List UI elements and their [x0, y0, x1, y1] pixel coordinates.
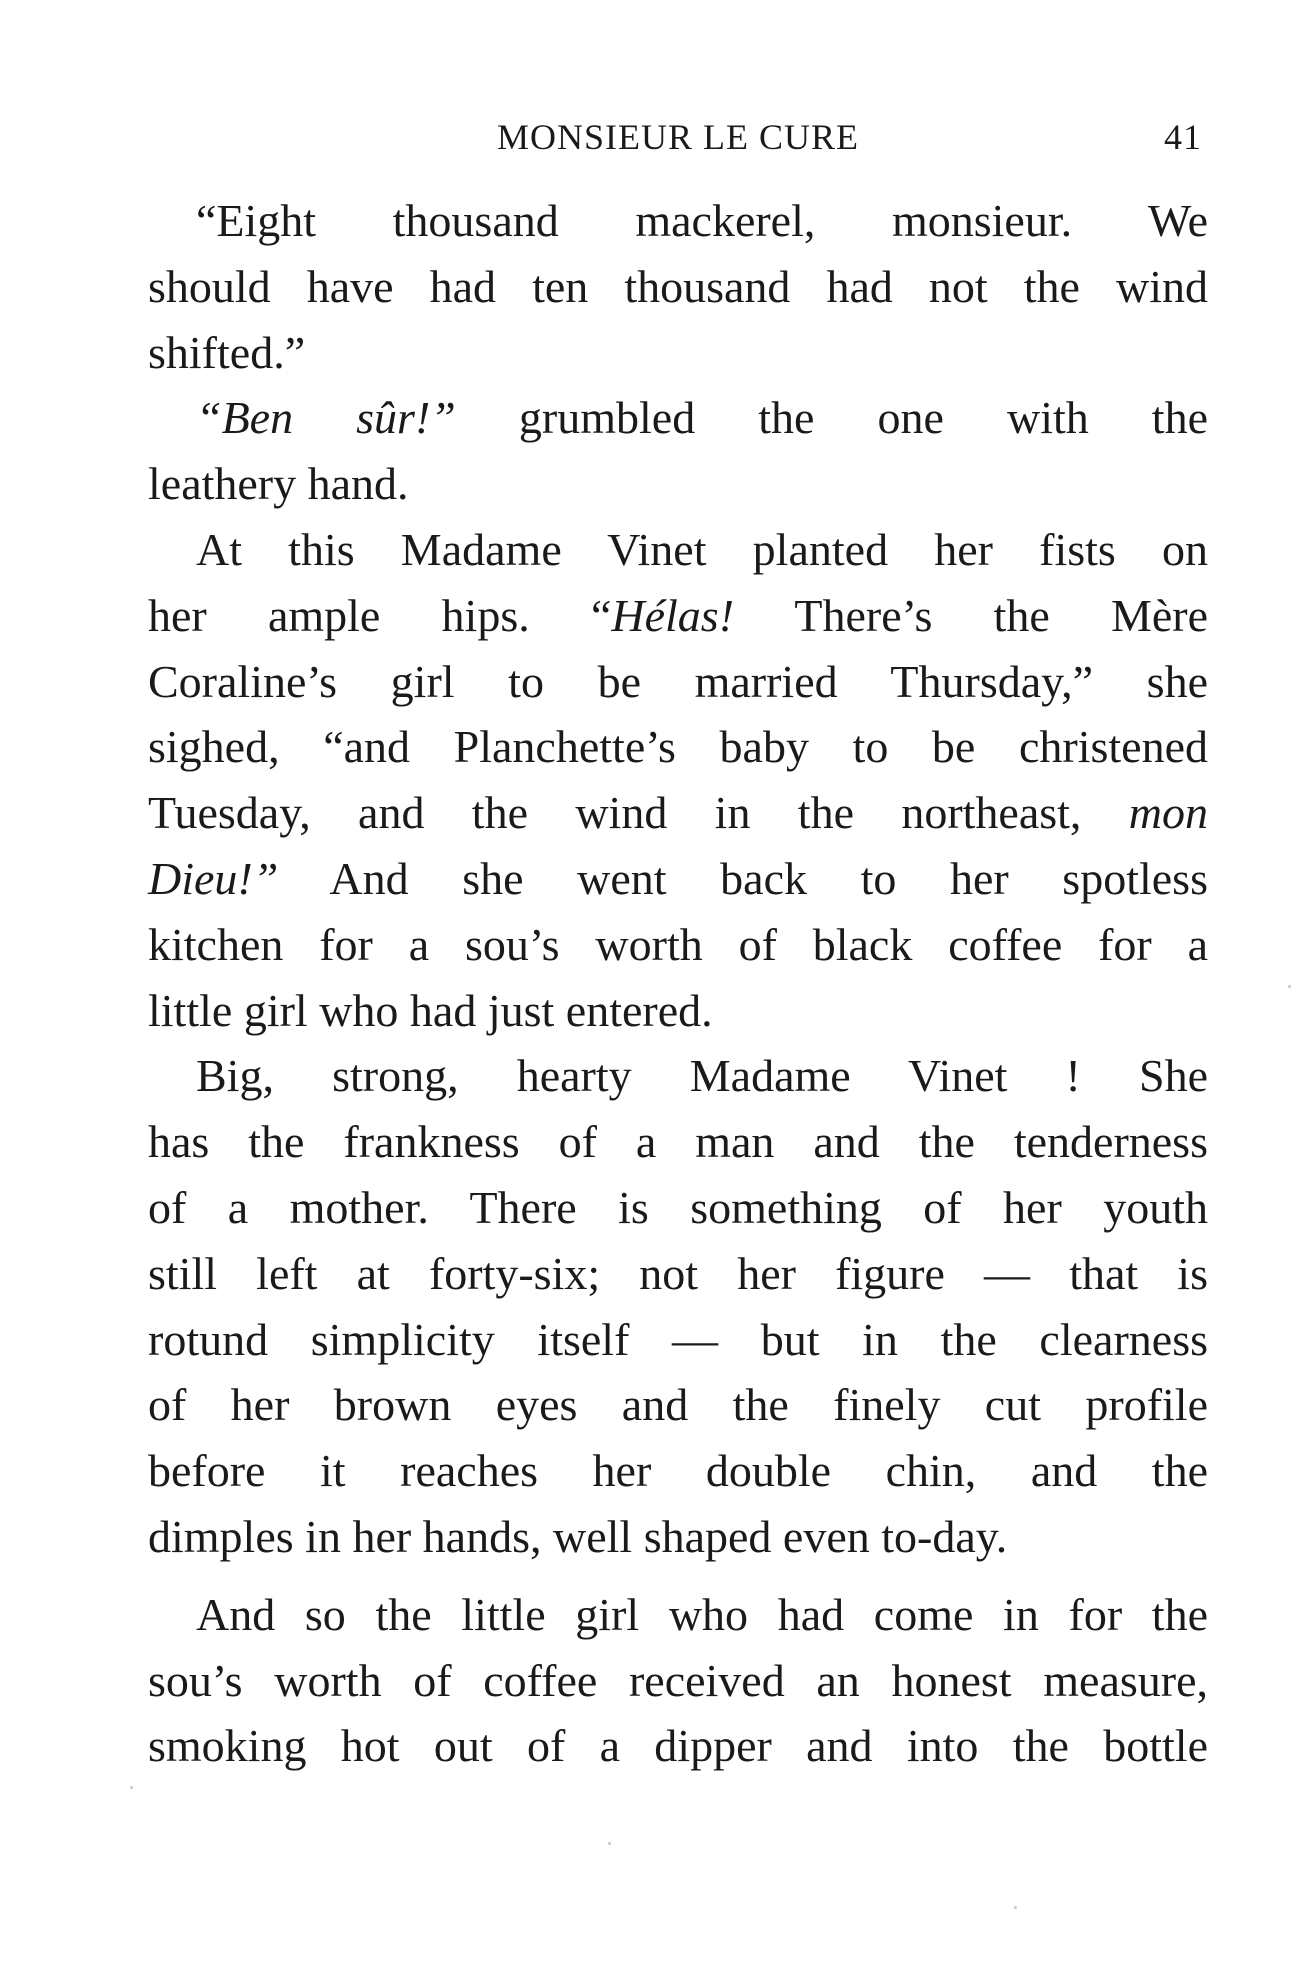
italic-phrase: Hélas! [611, 589, 735, 641]
running-title: MONSIEUR LE CURE [496, 117, 859, 157]
text-line [148, 583, 1208, 649]
text-line [148, 846, 1208, 912]
text-line: sou’s worth of coffee received an honest measure, [148, 1654, 1208, 1706]
scan-speck [1014, 1906, 1017, 1909]
text-line: And so the little girl who had come in for the [196, 1588, 1208, 1640]
text-line: smoking hot out of a dipper and into the bottle [148, 1720, 1208, 1772]
text-line: kitchen for a sou’s worth of black coffee for a [148, 918, 1208, 970]
text-line: shifted.” [148, 326, 306, 378]
text-line: of a mother. There is something of her youth [148, 1181, 1208, 1233]
text-line: should have had ten thousand had not the wind [148, 260, 1208, 312]
text-line: leathery hand. [148, 458, 409, 510]
text-line: Coraline’s girl to be married Thursday,” she [148, 655, 1208, 707]
body-text [148, 188, 1208, 1779]
text-line: of her brown eyes and the finely cut profile [148, 1379, 1208, 1431]
text-line: dimples in her hands, well shaped even to-day. [148, 1510, 1008, 1562]
scan-speck [1288, 985, 1291, 988]
text-fragment: There’s the Mère [794, 589, 1209, 641]
text-line [148, 385, 1208, 451]
text-fragment: grumbled the one with the [518, 392, 1209, 444]
text-line: still left at forty-six; not her figure — that is [148, 1247, 1208, 1299]
text-line: rotund simplicity itself — but in the clearness [148, 1313, 1208, 1365]
scan-speck [130, 1786, 133, 1789]
italic-phrase: “Ben sûr!” [196, 392, 456, 444]
text-line: sighed, “and Planchette’s baby to be christened [148, 721, 1208, 773]
text-line [148, 780, 1208, 846]
text-line: has the frankness of a man and the tenderness [148, 1116, 1208, 1168]
running-head [148, 113, 1208, 161]
text-line: “Eight thousand mackerel, monsieur. We [196, 195, 1208, 246]
italic-phrase: Dieu!” [148, 852, 279, 904]
italic-phrase: mon [1128, 787, 1209, 839]
text-line: Big, strong, hearty Madame Vinet ! She [196, 1050, 1208, 1102]
text-fragment: Tuesday, and the wind in the northeast, [148, 787, 1082, 839]
text-fragment: her ample hips. “ [148, 589, 612, 641]
text-line: At this Madame Vinet planted her fists on [196, 523, 1208, 575]
text-line: little girl who had just entered. [148, 984, 713, 1036]
page-number: 41 [1164, 117, 1202, 157]
scan-speck [608, 1842, 611, 1845]
text-line: before it reaches her double chin, and the [148, 1445, 1208, 1497]
text-fragment: And she went back to her spotless [329, 852, 1208, 904]
